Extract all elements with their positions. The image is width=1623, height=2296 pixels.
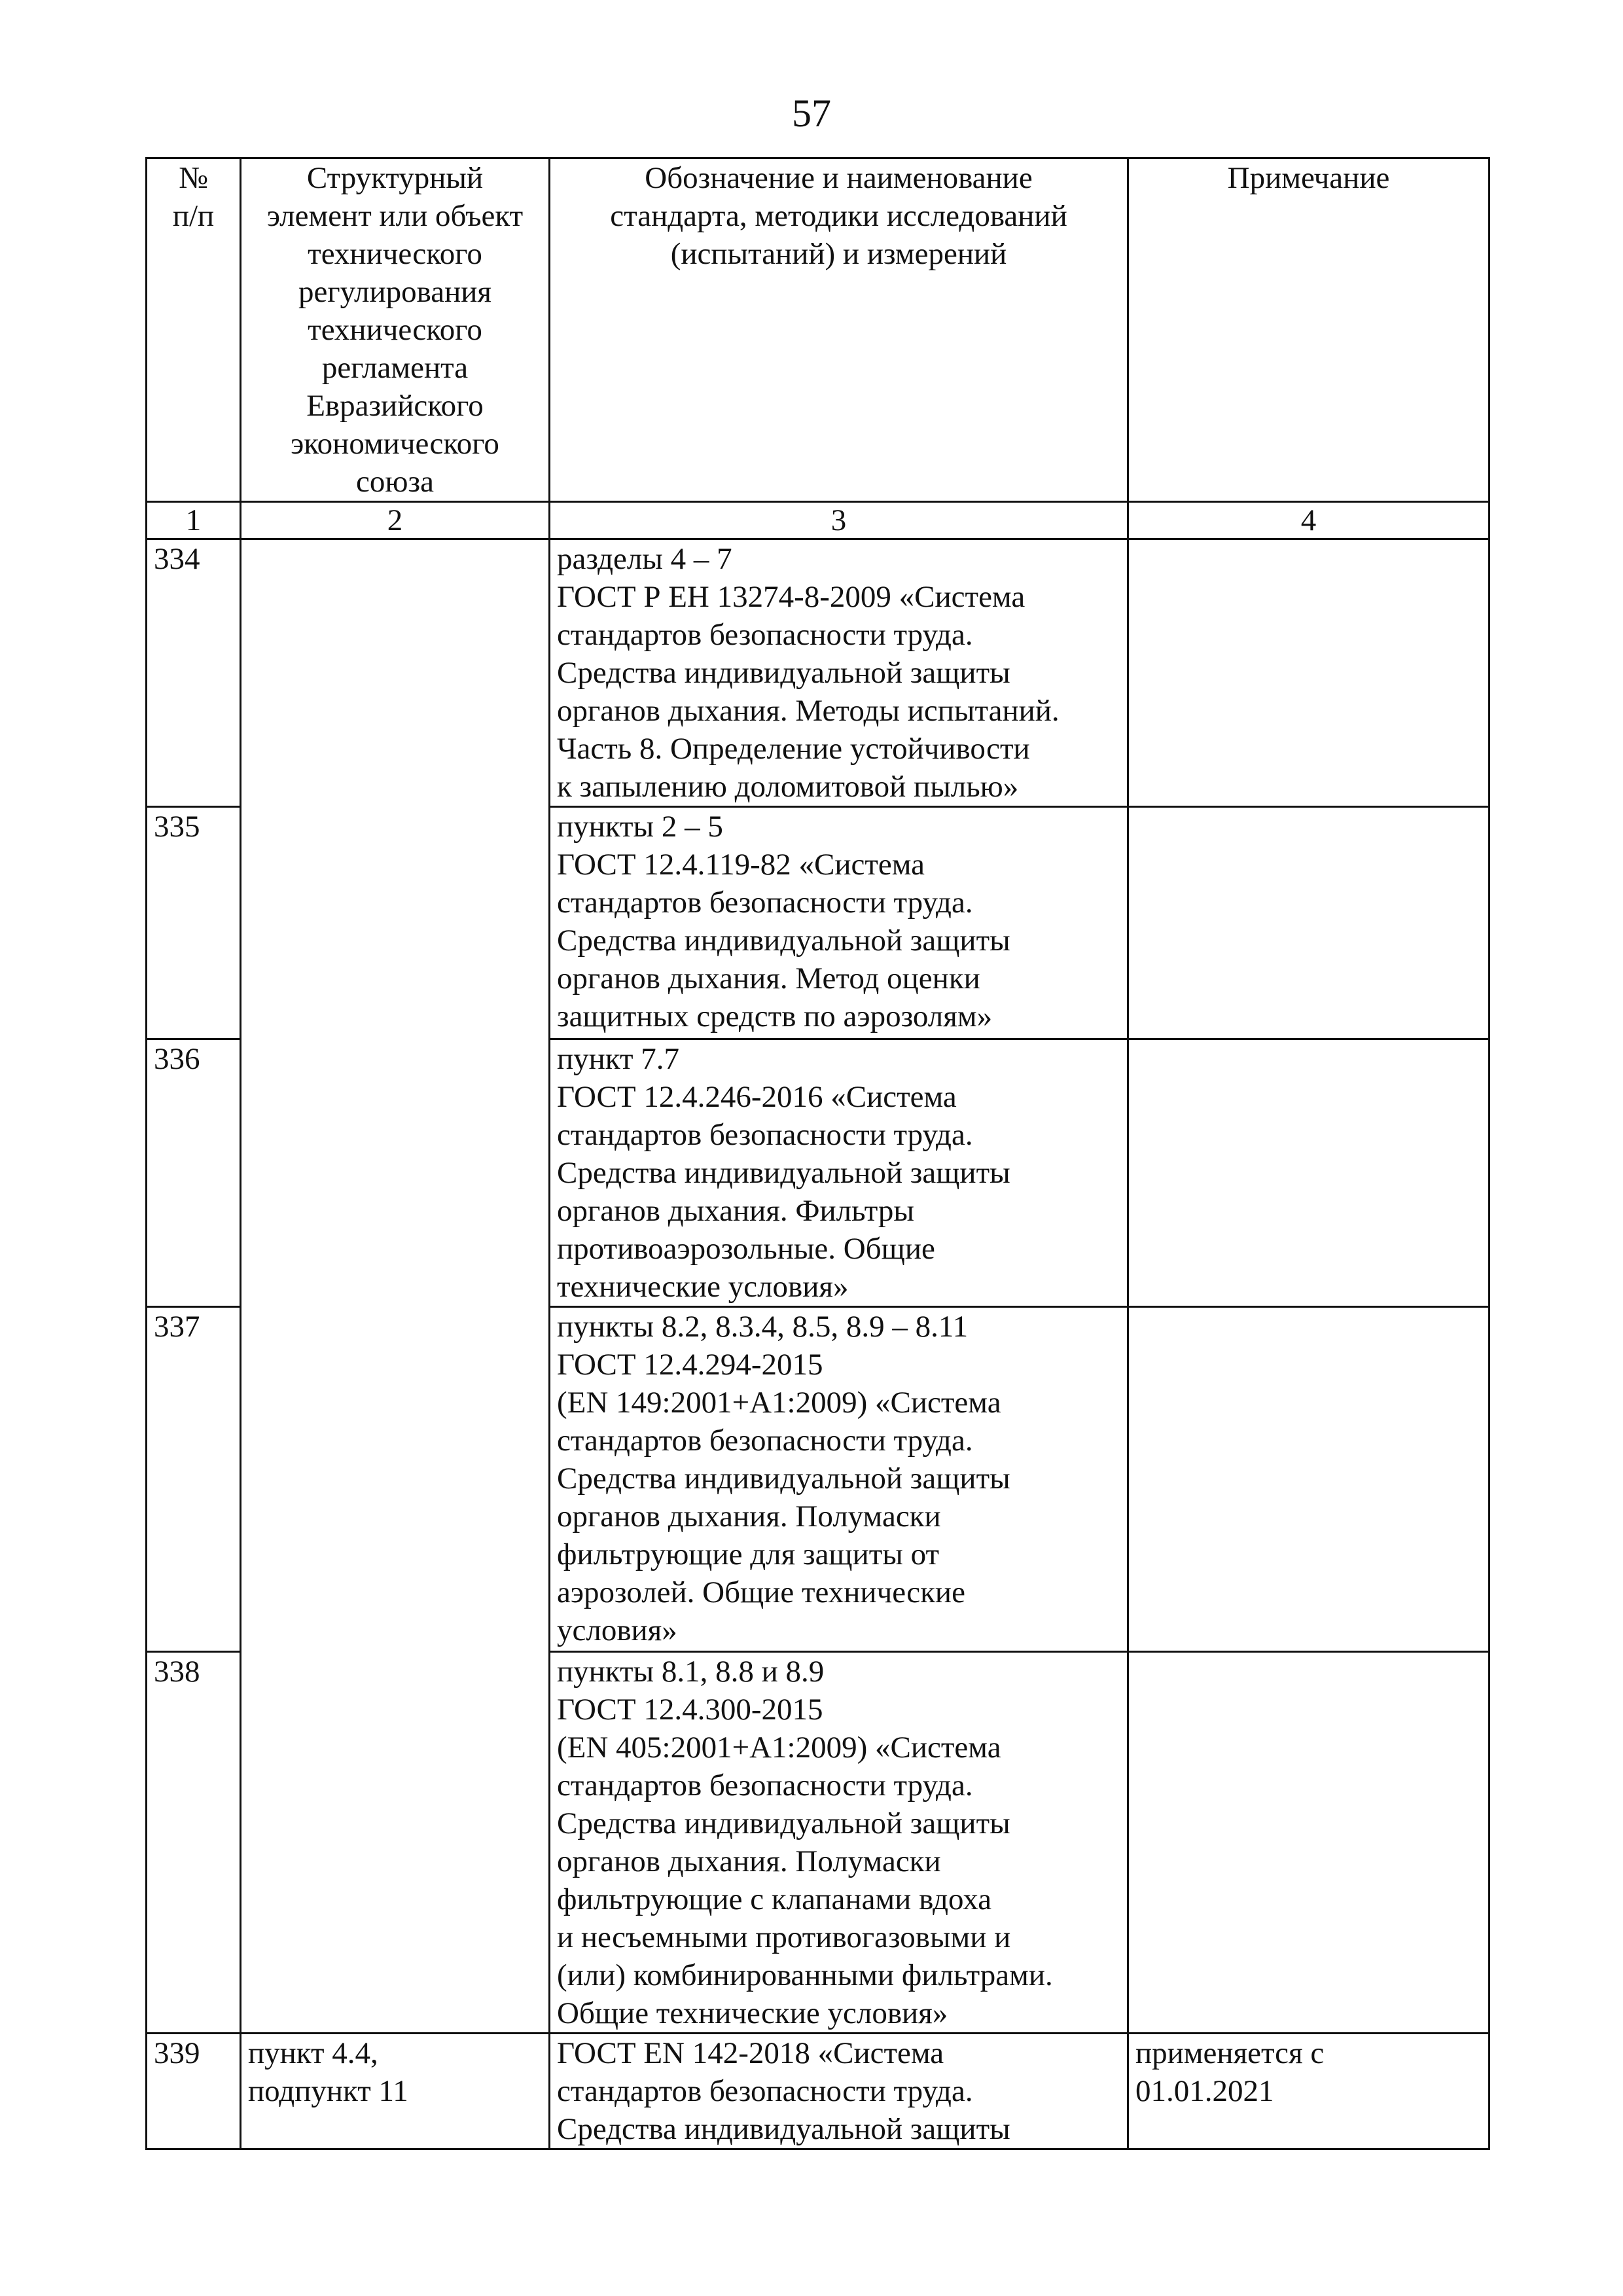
row-number: 338 (147, 1652, 241, 2034)
standard-cell: пункты 8.1, 8.8 и 8.9 ГОСТ 12.4.300-2015 (EN 405:2001+A1:2009) «Система стандартов безопасности труда. Средства индивидуальной защиты органов дыхания. Полумаски фильтрующие с клапанами вдоха и несъемными противогазовыми и (или) комбинированными фильтрами. Общие технические условия» (550, 1652, 1128, 2034)
structural-element-cell: пункт 4.4, подпункт 11 (241, 2034, 550, 2149)
header-structural-element: Структурный элемент или объект технического регулирования технического регламента Евразийского экономического союза (241, 158, 550, 502)
row-number: 337 (147, 1307, 241, 1652)
column-number-3: 3 (550, 502, 1128, 539)
row-number: 339 (147, 2034, 241, 2149)
header-note: Примечание (1128, 158, 1489, 502)
table-row (147, 2034, 1489, 2149)
note-cell (1128, 1652, 1489, 2034)
column-number-1: 1 (147, 502, 241, 539)
note-cell (1128, 1307, 1489, 1652)
note-cell (1128, 807, 1489, 1039)
note-cell (1128, 539, 1489, 807)
row-number: 334 (147, 539, 241, 807)
table-row (147, 539, 1489, 807)
standards-table (145, 157, 1490, 2150)
note-cell: применяется с 01.01.2021 (1128, 2034, 1489, 2149)
structural-element-cell (241, 539, 550, 2034)
header-number: № п/п (147, 158, 241, 502)
column-number-2: 2 (241, 502, 550, 539)
standard-cell: разделы 4 – 7 ГОСТ Р ЕН 13274-8-2009 «Система стандартов безопасности труда. Средства индивидуальной защиты органов дыхания. Методы испытаний. Часть 8. Определение устойчивости к запылению доломитовой пылью» (550, 539, 1128, 807)
header-standard: Обозначение и наименование стандарта, методики исследований (испытаний) и измерений (550, 158, 1128, 502)
page-number: 57 (792, 92, 831, 135)
column-number-row (147, 502, 1489, 539)
standard-cell: пункты 2 – 5 ГОСТ 12.4.119-82 «Система стандартов безопасности труда. Средства индивидуальной защиты органов дыхания. Метод оценки защитных средств по аэрозолям» (550, 807, 1128, 1039)
note-cell (1128, 1039, 1489, 1307)
row-number: 336 (147, 1039, 241, 1307)
table-header-row (147, 158, 1489, 502)
standard-cell: пункты 8.2, 8.3.4, 8.5, 8.9 – 8.11 ГОСТ 12.4.294-2015 (EN 149:2001+A1:2009) «Система стандартов безопасности труда. Средства индивидуальной защиты органов дыхания. Полумаски фильтрующие для защиты от аэрозолей. Общие технические условия» (550, 1307, 1128, 1652)
standard-cell: пункт 7.7 ГОСТ 12.4.246-2016 «Система стандартов безопасности труда. Средства индивидуальной защиты органов дыхания. Фильтры противоаэрозольные. Общие технические условия» (550, 1039, 1128, 1307)
standard-cell: ГОСТ EN 142-2018 «Система стандартов безопасности труда. Средства индивидуальной защиты (550, 2034, 1128, 2149)
column-number-4: 4 (1128, 502, 1489, 539)
row-number: 335 (147, 807, 241, 1039)
